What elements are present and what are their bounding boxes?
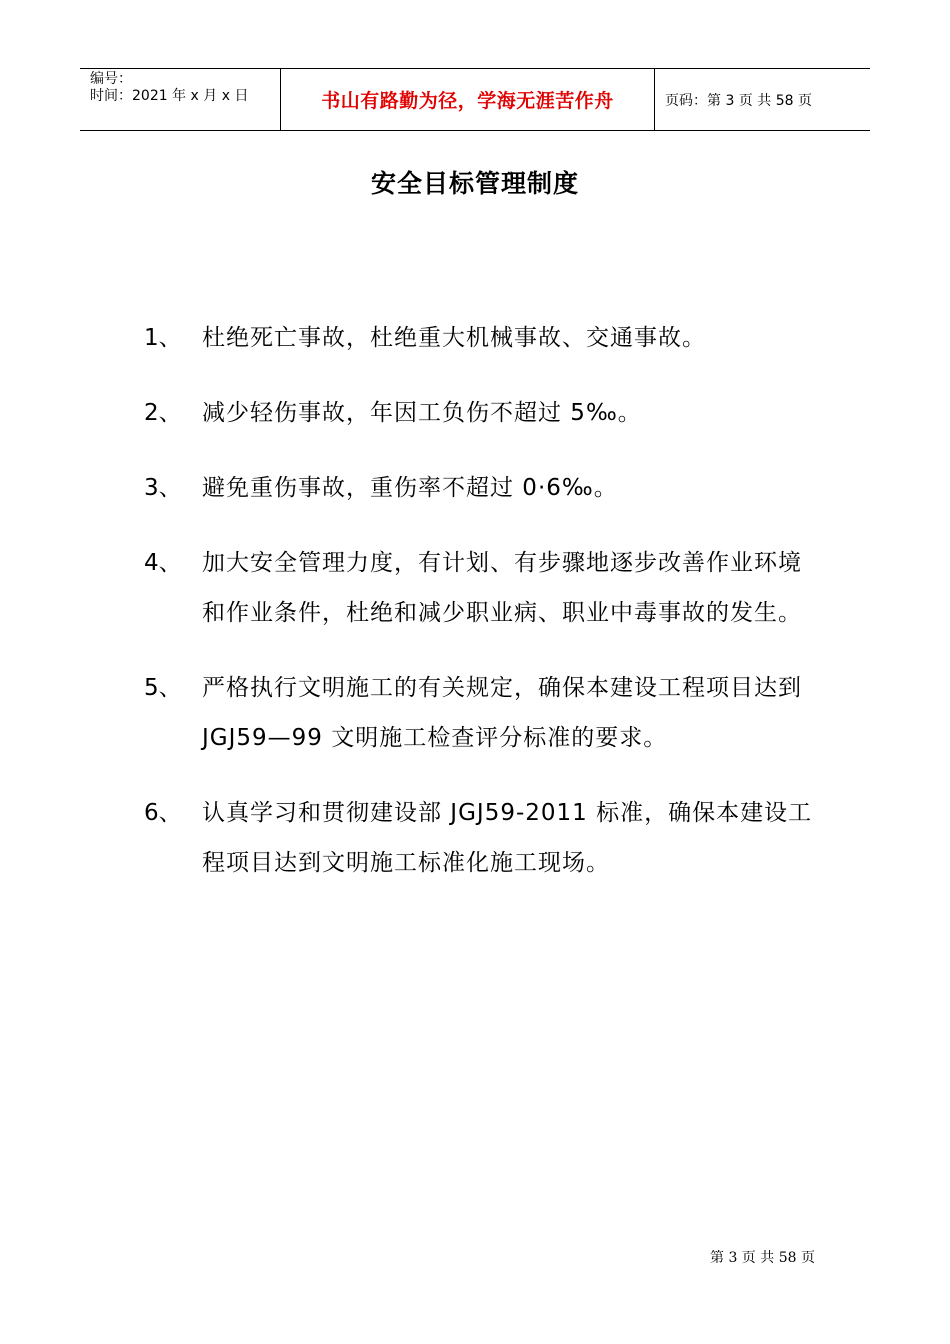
page-header: [80, 68, 870, 131]
item-text: 认真学习和贯彻建设部 JGJ59-2011 标准，确保本建设工程项目达到文明施工标准化施工现场。: [202, 800, 813, 876]
page-info-text: 页码：第 3 页 共 58 页: [665, 92, 812, 109]
item-number: 5、: [144, 675, 182, 701]
list-item: [144, 313, 824, 363]
header-page-info: [655, 69, 870, 130]
time-label: 时间：2021 年 x 月 x 日: [90, 88, 249, 104]
item-text: 严格执行文明施工的有关规定，确保本建设工程项目达到 JGJ59—99 文明施工检查评分标准的要求。: [202, 675, 802, 751]
list-item: [144, 538, 824, 638]
item-text: 避免重伤事故，重伤率不超过 0·6‰。: [202, 475, 618, 501]
item-text: 杜绝死亡事故，杜绝重大机械事故、交通事故。: [202, 325, 706, 351]
list-item: [144, 388, 824, 438]
item-number: 6、: [144, 800, 182, 826]
list-item: [144, 463, 824, 513]
list-item: [144, 788, 824, 888]
document-title: 安全目标管理制度: [370, 169, 579, 198]
item-number: 1、: [144, 325, 182, 351]
item-text: 加大安全管理力度，有计划、有步骤地逐步改善作业环境和作业条件，杜绝和减少职业病、职业中毒事故的发生。: [202, 550, 802, 626]
item-number: 2、: [144, 400, 182, 426]
serial-label: 编号：: [90, 71, 132, 87]
item-text: 减少轻伤事故，年因工负伤不超过 5‰。: [202, 400, 642, 426]
item-number: 4、: [144, 550, 182, 576]
header-meta: [80, 69, 281, 130]
list-item: [144, 663, 824, 763]
header-motto: [281, 69, 655, 130]
motto-text: 书山有路勤为径，学海无涯苦作舟: [321, 90, 614, 112]
item-number: 3、: [144, 475, 182, 501]
goal-list: [144, 313, 824, 913]
page-footer: 第 3 页 共 58 页: [710, 1250, 815, 1266]
